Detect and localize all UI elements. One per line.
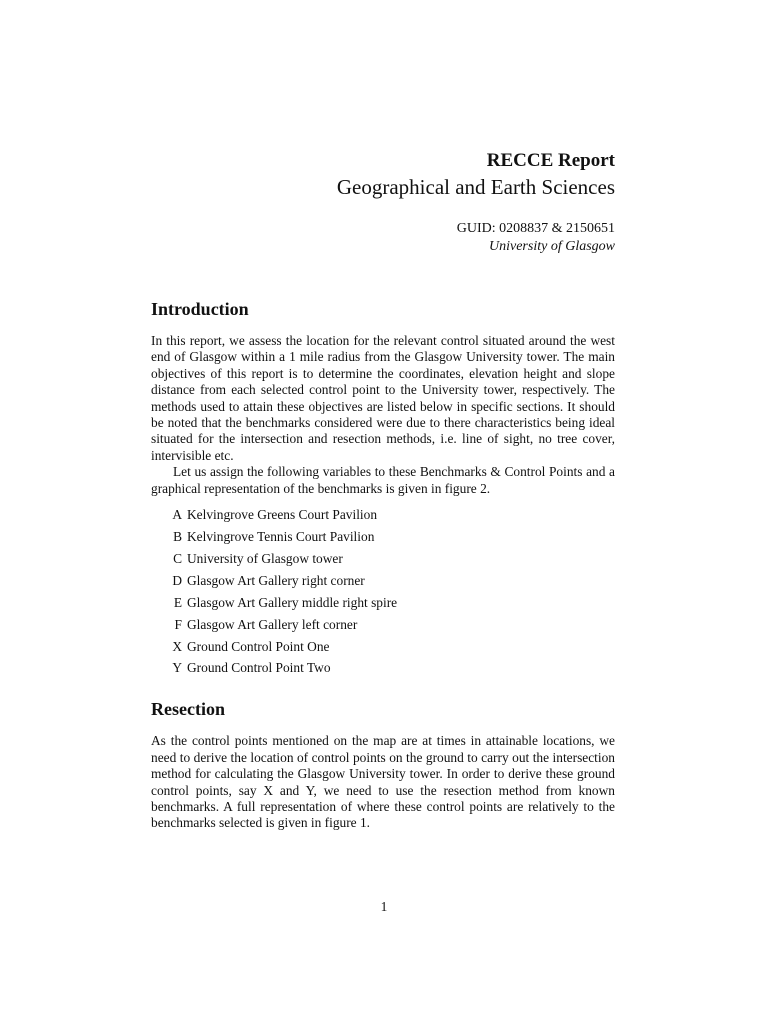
resection-heading: Resection [151, 699, 225, 720]
variable-label: Glasgow Art Gallery middle right spire [187, 594, 398, 610]
variable-key: E [173, 594, 182, 610]
university-name: University of Glasgow [489, 239, 615, 254]
variable-label: Glasgow Art Gallery right corner [187, 572, 365, 588]
variable-list [151, 504, 615, 679]
resection-paragraph: As the control points mentioned on the map are at times in attainable locations, we need to derive the location of control points on the ground to carry out the intersection method for calculating the Glasgow University tower. In order to derive these ground control points, say X and Y, we need to use the resection method from known benchmarks. A full representation of where these control points are relatively to the benchmarks selected is given in figure 1. [151, 733, 615, 831]
introduction-paragraph-2: Let us assign the following variables to these Benchmarks & Control Points and a graphical representation of the benchmarks is given in figure 2. [151, 464, 615, 496]
variable-key: B [173, 528, 182, 544]
variable-item [151, 636, 615, 658]
variable-label: Ground Control Point Two [187, 660, 331, 676]
variable-key: X [172, 638, 182, 654]
variable-item [151, 504, 615, 526]
variable-label: Kelvingrove Greens Court Pavilion [187, 507, 378, 523]
title-block [337, 150, 615, 256]
variable-label: University of Glasgow tower [187, 550, 343, 566]
variable-item [151, 548, 615, 570]
guid-line: GUID: 0208837 & 2150651 [456, 221, 615, 236]
variable-label: Glasgow Art Gallery left corner [187, 616, 358, 632]
variable-key: D [172, 572, 182, 588]
resection-section [151, 698, 615, 831]
variable-item [151, 614, 615, 636]
page-number: 1 [380, 899, 388, 914]
report-subtitle: Geographical and Earth Sciences [336, 175, 615, 199]
report-title: RECCE Report [486, 150, 615, 171]
variable-label: Kelvingrove Tennis Court Pavilion [187, 528, 375, 544]
variable-key: F [174, 616, 182, 632]
variable-key: C [173, 550, 182, 566]
variable-item [151, 657, 615, 679]
variable-key: A [172, 507, 182, 523]
variable-item [151, 526, 615, 548]
variable-item [151, 592, 615, 614]
introduction-heading: Introduction [151, 299, 249, 319]
variable-item [151, 570, 615, 592]
introduction-section [151, 298, 615, 679]
introduction-paragraph-1: In this report, we assess the location for the relevant control situated around the west end of Glasgow within a 1 mile radius from the Glasgow University tower. The main objectives of this report is to determine the coordinates, elevation height and slope distance from each selected control point to the University tower, respectively. The methods used to attain these objectives are listed below in specific sections. It should be noted that the benchmarks considered were due to there characteristics being ideal situated for the intersection and resection methods, i.e. line of sight, no tree cover, intervisible etc. [151, 333, 615, 463]
variable-label: Ground Control Point One [187, 638, 330, 654]
main-content [151, 298, 615, 832]
variable-key: Y [172, 660, 182, 676]
